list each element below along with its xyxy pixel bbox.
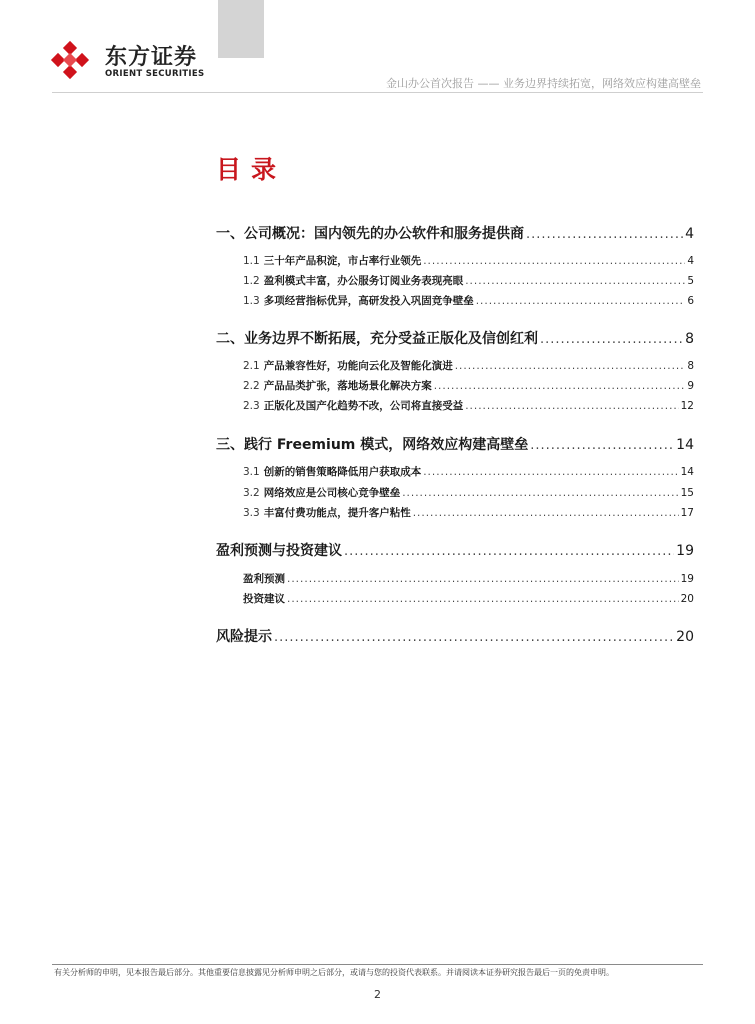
toc-leader-dots: [455, 360, 686, 372]
toc-page-number: 4: [687, 255, 694, 267]
toc-item[interactable]: [243, 293, 694, 308]
logo-english-name: ORIENT SECURITIES: [105, 69, 205, 79]
toc-page-number: 4: [685, 226, 694, 242]
toc-item-label: 网络效应是公司核心竞争壁垒: [263, 487, 401, 499]
toc-item-label: 盈利模式丰富，办公服务订阅业务表现亮眼: [263, 275, 464, 287]
toc-item-number: 2.1: [243, 360, 260, 372]
toc-item[interactable]: [243, 591, 694, 606]
header-gray-block: [218, 0, 264, 58]
toc-item-label: 三十年产品积淀，市占率行业领先: [263, 255, 422, 267]
toc-item[interactable]: [243, 485, 694, 500]
footer-disclaimer: 有关分析师的申明，见本报告最后部分。其他重要信息披露见分析师申明之后部分，或请与您的投资代表联系。并请阅读本证券研究报告最后一页的免责申明。: [54, 968, 614, 977]
footer-divider: [52, 964, 703, 965]
toc-page-number: 19: [676, 543, 694, 559]
toc-item-label: 产品品类扩张，落地场景化解决方案: [263, 380, 432, 392]
toc-leader-dots: [274, 630, 674, 645]
toc-item-number: 3.1: [243, 466, 260, 478]
toc-section[interactable]: [216, 626, 694, 646]
toc-page-number: 9: [687, 380, 694, 392]
toc-item-number: 2.2: [243, 380, 260, 392]
toc-item[interactable]: [243, 378, 694, 393]
toc-title: 目录: [216, 155, 287, 184]
toc-section[interactable]: [216, 328, 694, 348]
toc-section-label: 三、践行 Freemium 模式，网络效应构建高壁垒: [216, 437, 529, 453]
toc-item[interactable]: [243, 464, 694, 479]
toc-item-number: 2.3: [243, 400, 260, 412]
toc-leader-dots: [465, 400, 678, 412]
toc-section-label: 二、业务边界不断拓展，充分受益正版化及信创红利: [216, 331, 538, 347]
toc-item-number: 1.2: [243, 275, 260, 287]
toc-item-label: 投资建议: [243, 593, 285, 605]
toc-section-label: 一、公司概况：国内领先的办公软件和服务提供商: [216, 226, 524, 242]
toc-item[interactable]: [243, 571, 694, 586]
toc-page-number: 5: [687, 275, 694, 287]
toc-leader-dots: [530, 438, 674, 453]
toc-leader-dots: [402, 487, 678, 499]
toc-leader-dots: [526, 227, 683, 242]
toc-section[interactable]: [216, 434, 694, 454]
report-running-title: 金山办公首次报告 —— 业务边界持续拓宽，网络效应构建高壁垒: [386, 77, 701, 90]
toc-leader-dots: [423, 255, 685, 267]
toc-page-number: 15: [680, 487, 694, 499]
toc-page-number: 8: [685, 331, 694, 347]
toc-leader-dots: [540, 332, 683, 347]
toc-item-label: 多项经营指标优异，高研发投入巩固竞争壁垒: [263, 295, 474, 307]
toc-page-number: 19: [680, 573, 694, 585]
toc-page-number: 6: [687, 295, 694, 307]
toc-item-number: 3.3: [243, 507, 260, 519]
toc-section-label: 风险提示: [216, 629, 272, 645]
toc-item-number: 1.1: [243, 255, 260, 267]
toc-leader-dots: [287, 593, 679, 605]
toc-item-label: 创新的销售策略降低用户获取成本: [263, 466, 422, 478]
page-number: 2: [374, 988, 381, 1001]
toc-page-number: 20: [676, 629, 694, 645]
toc-item-number: 1.3: [243, 295, 260, 307]
toc-leader-dots: [476, 295, 686, 307]
toc-item[interactable]: [243, 253, 694, 268]
toc-item[interactable]: [243, 358, 694, 373]
toc-leader-dots: [434, 380, 686, 392]
toc-leader-dots: [413, 507, 679, 519]
toc-item-label: 盈利预测: [243, 573, 285, 585]
toc-item-label: 产品兼容性好，功能向云化及智能化演进: [263, 360, 453, 372]
company-logo: [50, 40, 210, 80]
toc-section[interactable]: [216, 223, 694, 243]
toc-section[interactable]: [216, 540, 694, 560]
header-divider: [52, 92, 703, 93]
toc-leader-dots: [344, 544, 674, 559]
toc-item-label: 正版化及国产化趋势不改，公司将直接受益: [263, 400, 464, 412]
toc-section-label: 盈利预测与投资建议: [216, 543, 342, 559]
toc-page-number: 14: [680, 466, 694, 478]
toc-item-label: 丰富付费功能点，提升客户粘性: [263, 507, 411, 519]
logo-chinese-name: 东方证券: [105, 45, 198, 70]
toc-page-number: 12: [680, 400, 694, 412]
toc-leader-dots: [423, 466, 678, 478]
toc-leader-dots: [287, 573, 679, 585]
toc-page-number: 17: [680, 507, 694, 519]
toc-page-number: 20: [680, 593, 694, 605]
toc-page-number: 8: [687, 360, 694, 372]
toc-item-number: 3.2: [243, 487, 260, 499]
toc-item[interactable]: [243, 273, 694, 288]
toc-item[interactable]: [243, 398, 694, 413]
toc-page-number: 14: [676, 437, 694, 453]
orient-logo-icon: [50, 40, 90, 80]
toc-leader-dots: [465, 275, 685, 287]
toc-item[interactable]: [243, 505, 694, 520]
